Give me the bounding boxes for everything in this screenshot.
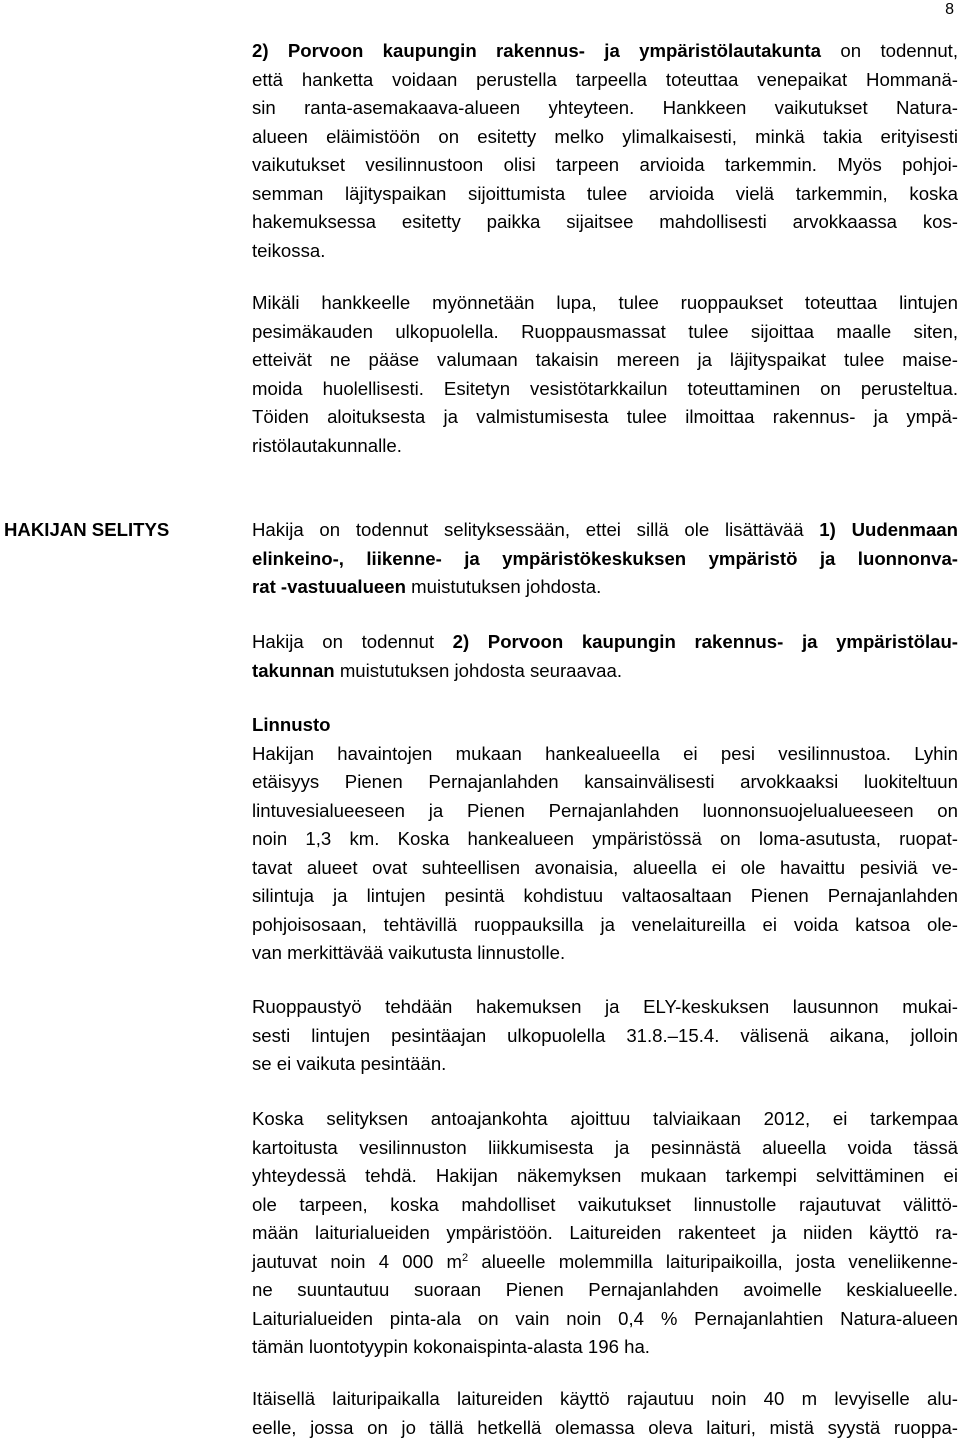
text-line: ne suuntautuu suoraan Pienen Pernajanlahden avoimelle keskialueelle. bbox=[252, 1279, 958, 1300]
text-line: Ruoppaustyö tehdään hakemuksen ja ELY-keskuksen lausunnon mukai- bbox=[252, 996, 958, 1017]
text-line: lintuvesialueeseen ja Pienen Pernajanlahden luonnonsuojelualueeseen on bbox=[252, 799, 958, 821]
paragraph-selitys-2 bbox=[252, 628, 958, 685]
text-fragment: Hakija on todennut bbox=[252, 631, 453, 652]
text-line: Mikäli hankkeelle myönnetään lupa, tulee ruoppaukset toteuttaa lintujen bbox=[252, 292, 958, 313]
text-fragment: on todennut, bbox=[821, 40, 958, 61]
text-line: Laiturialueiden pinta-ala on vain noin 0,4 % Pernajanlahtien Natura-alueen bbox=[252, 1307, 958, 1329]
text-line: moida huolellisesti. Esitetyn vesistötarkkailun toteuttaminen on perusteltua. bbox=[252, 377, 958, 399]
text-line: Koska selityksen antoajankohta ajoittuu talviaikaan 2012, ei tarkempaa bbox=[252, 1108, 958, 1129]
text-fragment: alueelle molemmilla laituripaikoilla, josta veneliikenne- bbox=[468, 1250, 958, 1272]
text-line bbox=[252, 516, 958, 545]
paragraph-selitys-1 bbox=[252, 516, 958, 602]
bold-reference: 2) Porvoon kaupungin rakennus- ja ympäristölautakunta bbox=[252, 40, 822, 61]
text-line: ristölautakunnalle. bbox=[252, 434, 402, 456]
text-fragment: muistutuksen johdosta seuraavaa. bbox=[334, 659, 622, 681]
paragraph-itainen-laituripaikka bbox=[252, 1385, 958, 1442]
text-line: mään laiturialueiden ympäristöön. Laitureiden rakenteet ja niiden käyttö ra- bbox=[252, 1222, 958, 1243]
text-line: pohjoisosaan, tehtävillä ruoppauksilla ja venelaitureilla ei voida katsoa ole- bbox=[252, 913, 958, 935]
superscript: 2 bbox=[462, 1251, 469, 1264]
text-line: ole tarpeen, koska mahdolliset vaikutukset linnustolle rajautuvat välittö- bbox=[252, 1193, 958, 1215]
text-line: Töiden aloituksesta ja valmistumisesta tulee ilmoittaa rakennus- ja ympä- bbox=[252, 406, 958, 427]
text-line: elinkeino-, liikenne- ja ympäristökeskuksen ympäristö ja luonnonva- bbox=[252, 547, 958, 569]
text-line: se ei vaikuta pesintään. bbox=[252, 1053, 447, 1074]
text-line: alueen eläimistöön on esitetty melko ylimalkaisesti, minkä takia erityisesti bbox=[252, 125, 958, 147]
text-line: että hanketta voidaan perustella tarpeella toteuttaa venepaikat Hommanä- bbox=[252, 68, 958, 90]
paragraph-lautakunta bbox=[252, 37, 958, 265]
text-line: hakemuksessa esitetty paikka sijaitsee mahdollisesti arvokkaassa kos- bbox=[252, 211, 958, 232]
text-fragment: jautuvat noin 4 000 m bbox=[252, 1250, 463, 1272]
text-line: sesti lintujen pesintäajan ulkopuolella 31.8.–15.4. välisenä aikana, jolloin bbox=[252, 1024, 958, 1046]
text-line: silintuja ja lintujen pesintä kohdistuu valtaosaltaan Pienen Pernajanlahden bbox=[252, 885, 958, 906]
text-line: Itäisellä laituripaikalla laitureiden käyttö rajautuu noin 40 m levyiselle alu- bbox=[252, 1388, 958, 1409]
text-line: sin ranta-asemakaava-alueen yhteyteen. Hankkeen vaikutukset Natura- bbox=[252, 97, 958, 118]
text-line: tavat alueet ovat suhteellisen avonaisia, alueella ei ole havaittu pesiviä ve- bbox=[252, 856, 958, 878]
text-fragment: muistutuksen johdosta. bbox=[405, 576, 602, 597]
page-number: 8 bbox=[945, 1, 954, 18]
text-line: Hakijan havaintojen mukaan hankealueella ei pesi vesilinnustoa. Lyhin bbox=[252, 742, 958, 764]
text-line: vaikutukset vesilinnustoon olisi tarpeen arvioida tarkemmin. Myös pohjoi- bbox=[252, 154, 958, 175]
text-line: noin 1,3 km. Koska hankealueen ympäristössä on loma-asutusta, ruopat- bbox=[252, 828, 958, 849]
text-line: pesimäkauden ulkopuolella. Ruoppausmassat tulee sijoittaa maalle siten, bbox=[252, 320, 958, 342]
text-line: etäisyys Pienen Pernajanlahden kansainvälisesti arvokkaaksi luokiteltuun bbox=[252, 771, 958, 792]
paragraph-ruoppaustyo bbox=[252, 993, 958, 1079]
text-line: semman läjityspaikan sijoittumista tulee arvioida vielä tarkemmin, koska bbox=[252, 182, 958, 204]
text-line bbox=[252, 37, 958, 66]
text-line: teikossa. bbox=[252, 239, 326, 261]
bold-reference: rat -vastuualueen bbox=[252, 576, 406, 597]
text-line bbox=[252, 1248, 958, 1277]
text-line bbox=[252, 657, 958, 686]
section-linnusto bbox=[252, 711, 958, 968]
text-line: yhteydessä tehdä. Hakijan näkemyksen mukaan tarkempi selvittäminen ei bbox=[252, 1165, 958, 1186]
bold-reference: 2) Porvoon kaupungin rakennus- ja ympäristölau- bbox=[452, 631, 959, 652]
text-line: eelle, jossa on jo tällä hetkellä olemassa oleva laituri, mistä syystä ruoppa- bbox=[252, 1416, 958, 1438]
text-line: tämän luontotyypin kokonaispinta-alasta 196 ha. bbox=[252, 1336, 650, 1357]
bold-reference: takunnan bbox=[252, 659, 335, 681]
text-line: etteivät ne pääse valumaan takaisin mereen ja läjityspaikat tulee maise- bbox=[252, 349, 958, 370]
text-line: van merkittävää vaikutusta linnustolle. bbox=[252, 942, 566, 963]
text-line bbox=[252, 628, 958, 657]
bold-reference: 1) Uudenmaan bbox=[819, 519, 958, 540]
paragraph-lupa bbox=[252, 289, 958, 460]
text-line: kartoitusta vesilinnuston liikkumisesta ja pesinnästä alueella voida tässä bbox=[252, 1136, 958, 1158]
text-line bbox=[252, 573, 958, 602]
section-heading-hakijan-selitys: HAKIJAN SELITYS bbox=[4, 519, 170, 540]
paragraph-selityksen-antoajankohta bbox=[252, 1105, 958, 1362]
subheading-linnusto: Linnusto bbox=[252, 714, 331, 735]
text-fragment: Hakija on todennut selityksessään, ettei sillä ole lisättävää bbox=[252, 519, 820, 540]
